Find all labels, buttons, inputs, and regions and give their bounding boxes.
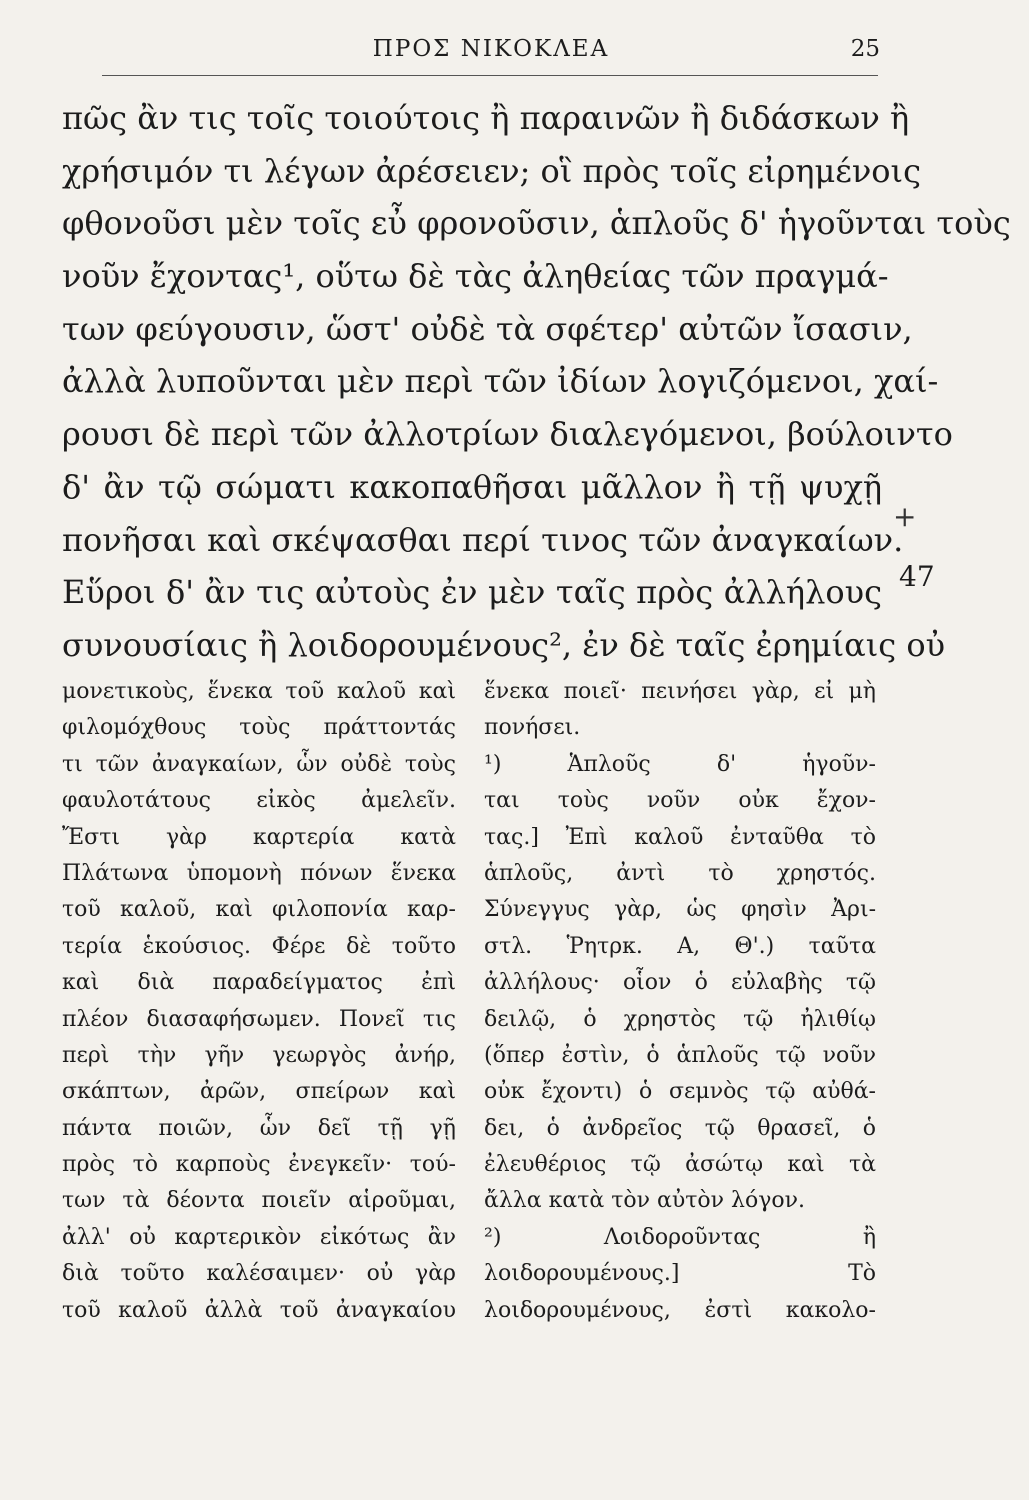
note-line: τοῦ καλοῦ, καὶ φιλοπονία καρ-: [62, 897, 456, 923]
note-line: οὐκ ἔχοντι) ὁ σεμνὸς τῷ αὐθά-: [484, 1079, 876, 1105]
note-line: καὶ διὰ παραδείγματος ἐπὶ: [62, 970, 456, 996]
note-line: πονήσει.: [484, 715, 581, 741]
page-number: 25: [850, 36, 880, 62]
running-title: ΠΡΟΣ ΝΙΚΟΚΛΕΑ: [372, 36, 610, 62]
note-line: ἕνεκα ποιεῖ· πεινήσει γὰρ, εἰ μὴ: [484, 679, 876, 704]
note-line: Πλάτωνα ὑπομονὴ πόνων ἕνεκα: [62, 860, 456, 886]
note-line: λοιδορουμένους.] Τὸ: [484, 1261, 876, 1287]
note-line: δειλῷ, ὁ χρηστὸς τῷ ἠλιθίῳ: [484, 1006, 876, 1032]
note-line: Σύνεγγυς γὰρ, ὡς φησὶν Ἀρι-: [484, 897, 876, 923]
notes-column-right: [484, 674, 876, 1329]
marginal-line-number: 47: [899, 560, 935, 593]
text-line: συνουσίαις ἢ λοιδορουμένους², ἐν δὲ ταῖς ἐρημίαις οὐ: [62, 625, 946, 664]
text-line: πῶς ἂν τις τοῖς τοιούτοις ἢ παραινῶν ἢ διδάσκων ἢ: [62, 99, 910, 137]
note-line: τοῦ καλοῦ ἀλλὰ τοῦ ἀναγκαίου: [62, 1297, 456, 1323]
note-line: πλέον διασαφήσωμεν. Πονεῖ τις: [62, 1006, 456, 1032]
note-line: μονετικοὺς, ἕνεκα τοῦ καλοῦ καὶ: [62, 679, 456, 704]
note-line: των τὰ δέοντα ποιεῖν αἱροῦμαι,: [62, 1188, 456, 1214]
note-line: ²) Λοιδοροῦντας ἢ: [484, 1224, 876, 1250]
note-line: περὶ τὴν γῆν γεωργὸς ἀνήρ,: [62, 1042, 456, 1068]
text-line: Εὕροι δ' ἂν τις αὐτοὺς ἐν μὲν ταῖς πρὸς ἀλλήλους: [62, 573, 882, 612]
text-line: πονῆσαι καὶ σκέψασθαι περί τινος τῶν ἀναγκαίων.: [62, 520, 904, 559]
note-line: σκάπτων, ἀρῶν, σπείρων καὶ: [62, 1079, 456, 1105]
note-line: ἀλλήλους· οἷον ὁ εὐλαβὴς τῷ: [484, 970, 876, 996]
note-line: φαυλοτάτους εἰκὸς ἀμελεῖν.: [62, 788, 456, 814]
notes-column-left: [62, 674, 456, 1329]
note-line: ἁπλοῦς, ἀντὶ τὸ χρηστός.: [484, 860, 876, 886]
note-line: (ὅπερ ἐστὶν, ὁ ἁπλοῦς τῷ νοῦν: [484, 1042, 876, 1068]
note-line: πάντα ποιῶν, ὧν δεῖ τῇ γῇ: [62, 1115, 456, 1141]
note-line: ται τοὺς νοῦν οὐκ ἔχον-: [484, 788, 876, 814]
text-line: ἀλλὰ λυποῦνται μὲν περὶ τῶν ἰδίων λογιζόμενοι, χαί-: [62, 362, 939, 401]
running-header: [102, 36, 880, 76]
note-line: στλ. Ῥητρκ. Α, Θ'.) ταῦτα: [484, 933, 876, 959]
text-line: χρήσιμόν τι λέγων ἀρέσειεν; οἳ πρὸς τοῖς εἰρημένοις: [62, 151, 921, 190]
note-line: ἄλλα κατὰ τὸν αὐτὸν λόγον.: [484, 1188, 805, 1214]
header-rule: [102, 75, 878, 76]
note-line: τας.] Ἐπὶ καλοῦ ἐνταῦθα τὸ: [484, 824, 876, 850]
text-line: φθονοῦσι μὲν τοῖς εὖ φρονοῦσιν, ἁπλοῦς δ' ἡγοῦνται τοὺς: [62, 204, 1011, 243]
note-line: φιλομόχθους τοὺς πράττοντάς: [62, 715, 456, 741]
text-line: ρουσι δὲ περὶ τῶν ἀλλοτρίων διαλεγόμενοι, βούλοιντο: [62, 415, 953, 454]
text-line: των φεύγουσιν, ὥστ' οὐδὲ τὰ σφέτερ' αὐτῶν ἴσασιν,: [62, 309, 913, 348]
note-line: τερία ἑκούσιος. Φέρε δὲ τοῦτο: [62, 933, 456, 959]
note-line: ¹) Ἁπλοῦς δ' ἡγοῦν-: [484, 751, 876, 777]
note-line: ἀλλ' οὐ καρτερικὸν εἰκότως ἂν: [62, 1224, 456, 1250]
note-line: διὰ τοῦτο καλέσαιμεν· οὐ γὰρ: [62, 1261, 456, 1287]
text-line: νοῦν ἔχοντας¹, οὕτω δὲ τὰς ἀληθείας τῶν πραγμά-: [62, 257, 889, 296]
note-line: Ἔστι γὰρ καρτερία κατὰ: [62, 824, 456, 850]
note-line: ἐλευθέριος τῷ ἀσώτῳ καὶ τὰ: [484, 1152, 876, 1178]
note-line: λοιδορουμένους, ἐστὶ κακολο-: [484, 1297, 876, 1323]
text-line: δ' ἂν τῷ σώματι κακοπαθῆσαι μᾶλλον ἢ τῇ ψυχῇ: [62, 467, 882, 506]
note-line: τι τῶν ἀναγκαίων, ὧν οὐδὲ τοὺς: [62, 751, 456, 777]
note-line: πρὸς τὸ καρποὺς ἐνεγκεῖν· τού-: [62, 1152, 456, 1178]
note-line: δει, ὁ ἀνδρεῖος τῷ θρασεῖ, ὁ: [484, 1115, 876, 1141]
margin-cross-mark: +: [893, 500, 917, 533]
